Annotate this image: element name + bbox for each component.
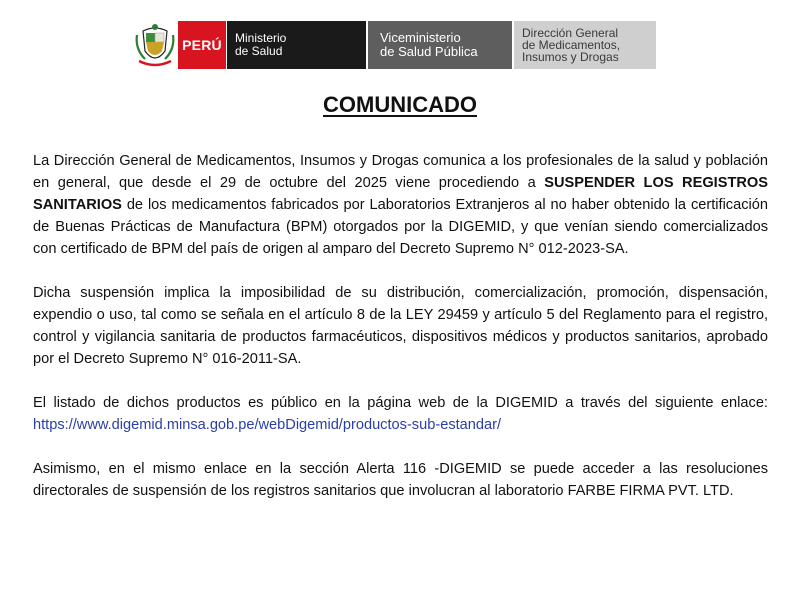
peru-coat-of-arms-icon xyxy=(135,21,175,69)
suspension-emphasis: SUSPENDER LOS REGISTROS SANITARIOS xyxy=(33,175,768,213)
paragraph-3 xyxy=(33,392,768,436)
direccion-line-2: de Medicamentos, xyxy=(522,38,621,52)
peru-logo-block xyxy=(178,21,226,69)
direccion-logo-block xyxy=(514,21,656,69)
ministerio-line-1: Ministerio xyxy=(235,31,287,45)
direccion-line-3: Insumos y Drogas xyxy=(522,50,619,64)
paragraph-1-start: La Dirección General de Medicamentos, Insumos y Drogas comunica a los profesionales de la salud y población en general, que desde el 29 de octubre del 2025 viene procediendo a xyxy=(33,153,768,191)
viceministerio-line-1: Viceministerio xyxy=(380,30,461,45)
paragraph-3-text: El listado de dichos productos es público en la página web de la DIGEMID a través del siguiente enlace: xyxy=(33,395,768,411)
document-body xyxy=(33,150,768,524)
viceministerio-line-2: de Salud Pública xyxy=(380,44,478,59)
header-logos xyxy=(135,21,656,69)
paragraph-1 xyxy=(33,150,768,260)
peru-label: PERÚ xyxy=(182,37,222,53)
digemid-link[interactable]: https://www.digemid.minsa.gob.pe/webDigemid/productos-sub-estandar/ xyxy=(33,417,502,433)
ministerio-line-2: de Salud xyxy=(235,44,283,58)
viceministerio-logo-block xyxy=(368,21,512,69)
page-title: COMUNICADO xyxy=(323,92,477,117)
direccion-line-1: Dirección General xyxy=(522,26,619,40)
ministerio-logo-block xyxy=(226,21,366,69)
paragraph-1-end: de los medicamentos fabricados por Laboratorios Extranjeros al no haber obtenido la certificación de Buenas Prácticas de Manufactura (BPM) otorgados por la DIGEMID, y que venían siendo comercializados con certificado de BPM del país de origen al amparo del Decreto Supremo N° 012-2023-SA. xyxy=(33,197,768,257)
paragraph-2: Dicha suspensión implica la imposibilidad de su distribución, comercialización, promoción, dispensación, expendio o uso, tal como se señala en el artículo 8 de la LEY 29459 y artículo 5 del Reglamento para el registro, control y vigilancia sanitaria de productos farmacéuticos, dispositivos médicos y productos sanitarios, aprobado por el Decreto Supremo N° 016-2011-SA. xyxy=(33,285,768,367)
paragraph-4: Asimismo, en el mismo enlace en la sección Alerta 116 -DIGEMID se puede acceder a las resoluciones directorales de suspensión de los registros sanitarios que involucran al laboratorio FARBE FIRMA PVT. LTD. xyxy=(33,461,768,499)
